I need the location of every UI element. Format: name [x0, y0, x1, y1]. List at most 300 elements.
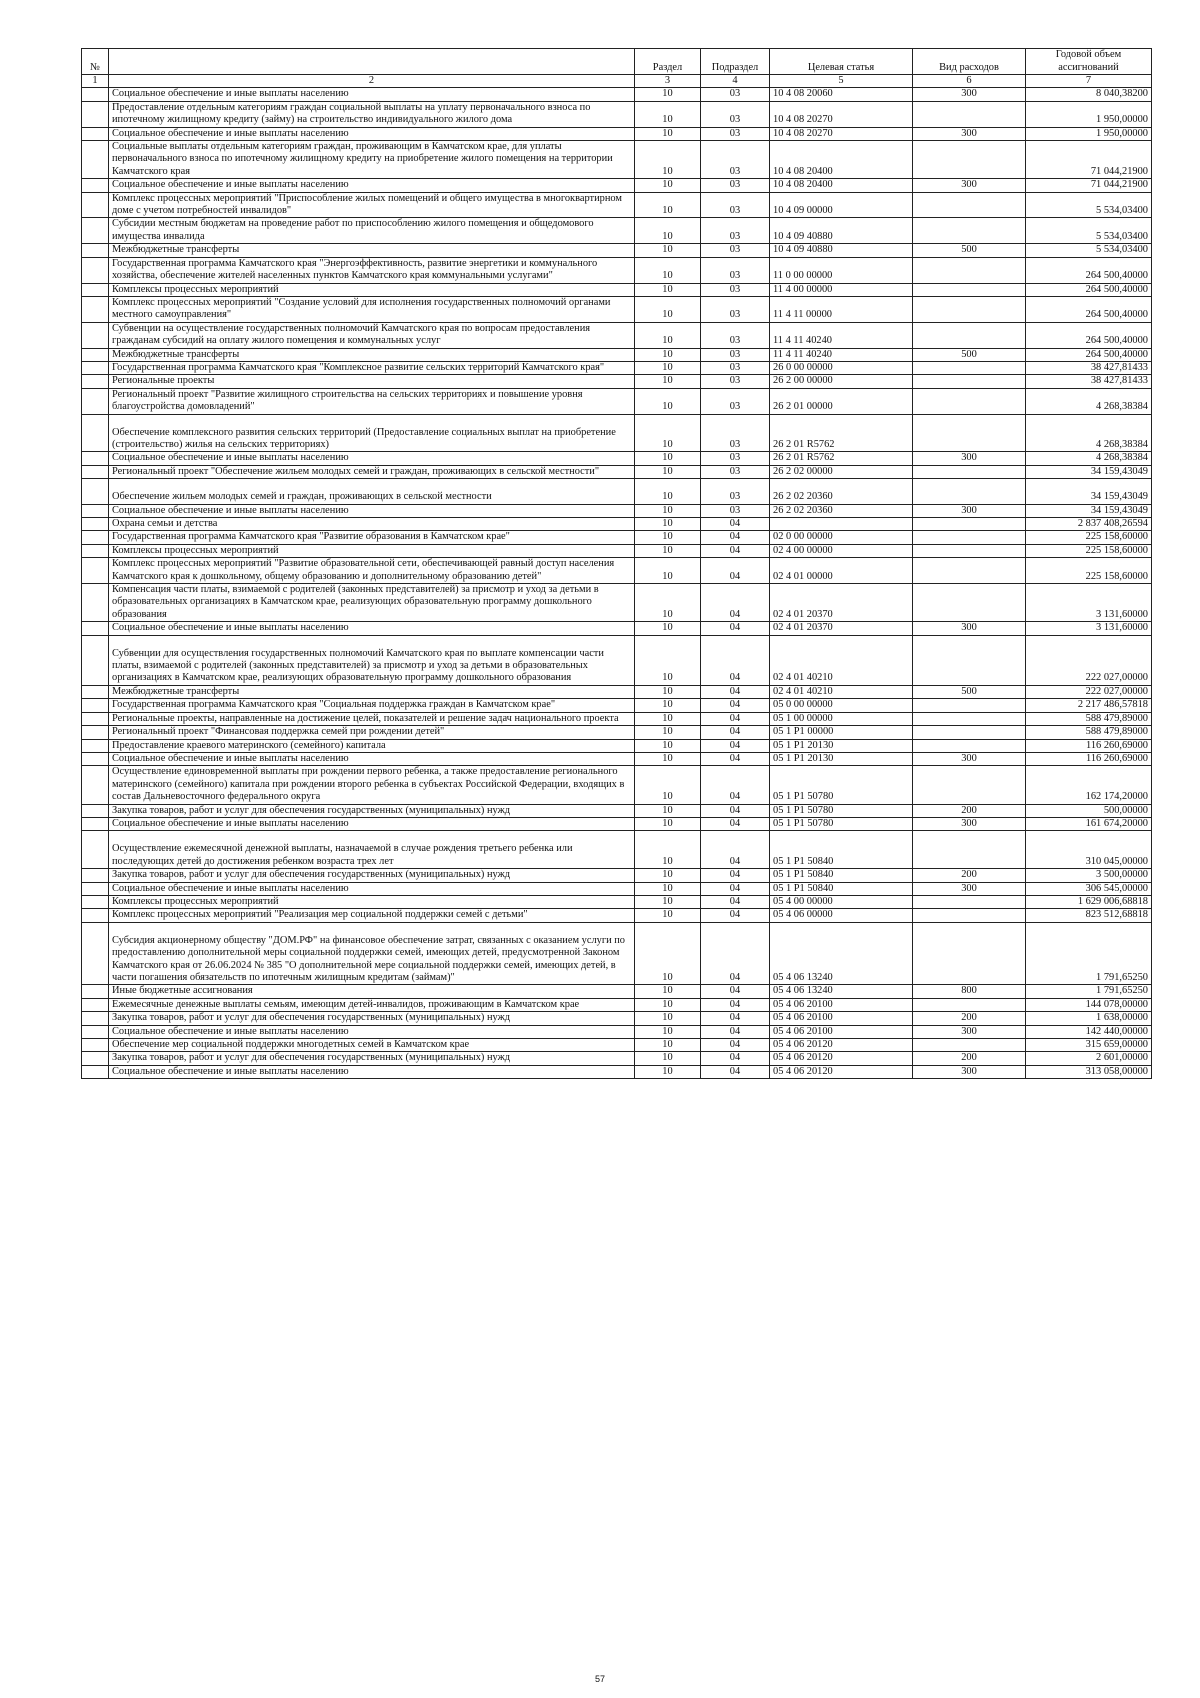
row-name: Охрана семьи и детства: [109, 518, 635, 531]
row-subsection: 03: [701, 296, 770, 322]
row-subsection: 04: [701, 752, 770, 765]
row-subsection: 03: [701, 257, 770, 283]
row-expense-kind: 500: [913, 685, 1026, 698]
row-expense-kind: [913, 544, 1026, 557]
row-expense-kind: 300: [913, 1065, 1026, 1078]
row-expense-kind: [913, 895, 1026, 908]
row-subsection: 03: [701, 348, 770, 361]
row-name: Осуществление ежемесячной денежной выплаты, назначаемой в случае рождения третьего ребенка или последующих детей до достижения ребенком возраста трех лет: [109, 831, 635, 869]
row-amount: 2 837 408,26594: [1026, 518, 1152, 531]
row-section: 10: [635, 101, 701, 127]
row-number: [82, 726, 109, 739]
row-number: [82, 1065, 109, 1078]
row-name: Комплекс процессных мероприятий "Создание условий для исполнения государственных полномочий органами местного самоуправления": [109, 296, 635, 322]
row-name: Межбюджетные трансферты: [109, 244, 635, 257]
row-subsection: 04: [701, 544, 770, 557]
row-target-article: 11 4 11 40240: [770, 348, 913, 361]
table-row: [82, 685, 1152, 698]
row-number: [82, 101, 109, 127]
row-number: [82, 257, 109, 283]
row-target-article: 05 1 P1 50840: [770, 882, 913, 895]
row-name: Комплексы процессных мероприятий: [109, 895, 635, 908]
row-expense-kind: [913, 257, 1026, 283]
row-expense-kind: 200: [913, 804, 1026, 817]
row-name: Комплекс процессных мероприятий "Приспособление жилых помещений и общего имущества в многоквартирном доме с учетом потребностей инвалидов": [109, 192, 635, 218]
row-amount: 3 131,60000: [1026, 622, 1152, 635]
row-amount: 1 950,00000: [1026, 101, 1152, 127]
row-subsection: 04: [701, 922, 770, 985]
budget-table: [81, 48, 1152, 1079]
row-expense-kind: [913, 322, 1026, 348]
row-section: 10: [635, 804, 701, 817]
row-expense-kind: [913, 909, 1026, 922]
row-section: 10: [635, 479, 701, 504]
row-number: [82, 622, 109, 635]
row-expense-kind: [913, 726, 1026, 739]
row-target-article: 11 0 00 00000: [770, 257, 913, 283]
row-name: Государственная программа Камчатского края "Социальная поддержка граждан в Камчатском крае": [109, 699, 635, 712]
row-section: 10: [635, 218, 701, 244]
row-amount: 116 260,69000: [1026, 739, 1152, 752]
row-section: 10: [635, 322, 701, 348]
row-expense-kind: [913, 141, 1026, 179]
row-name: Субвенции для осуществления государственных полномочий Камчатского края по выплате компенсации части платы, взимаемой с родителей (законных представителей) за присмотр и уход за детьми в образовательных организациях в Камчатском крае, реализующих образовательную программу дошкольного образования: [109, 635, 635, 685]
row-number: [82, 895, 109, 908]
row-number: [82, 766, 109, 804]
table-row: [82, 348, 1152, 361]
row-expense-kind: 300: [913, 882, 1026, 895]
row-amount: 823 512,68818: [1026, 909, 1152, 922]
row-number: [82, 192, 109, 218]
column-number: 5: [770, 75, 913, 88]
row-expense-kind: 300: [913, 504, 1026, 517]
row-section: 10: [635, 584, 701, 622]
row-subsection: 03: [701, 375, 770, 388]
row-name: Региональные проекты, направленные на достижение целей, показателей и решение задач национального проекта: [109, 712, 635, 725]
header-annual-amount: Годовой объем ассигнований: [1026, 49, 1152, 75]
row-expense-kind: 300: [913, 127, 1026, 140]
row-number: [82, 479, 109, 504]
row-number: [82, 348, 109, 361]
row-amount: 162 174,20000: [1026, 766, 1152, 804]
row-amount: 313 058,00000: [1026, 1065, 1152, 1078]
row-expense-kind: [913, 283, 1026, 296]
row-amount: 310 045,00000: [1026, 831, 1152, 869]
budget-sheet: [81, 48, 1151, 1079]
column-number: 2: [109, 75, 635, 88]
row-target-article: 05 1 00 00000: [770, 712, 913, 725]
table-row: [82, 322, 1152, 348]
row-number: [82, 817, 109, 830]
row-amount: 222 027,00000: [1026, 685, 1152, 698]
row-subsection: 03: [701, 452, 770, 465]
row-amount: 144 078,00000: [1026, 998, 1152, 1011]
row-subsection: 04: [701, 635, 770, 685]
row-number: [82, 452, 109, 465]
table-row: [82, 518, 1152, 531]
row-amount: 1 638,00000: [1026, 1012, 1152, 1025]
row-section: 10: [635, 283, 701, 296]
row-expense-kind: 800: [913, 985, 1026, 998]
row-name: Социальное обеспечение и иные выплаты населению: [109, 88, 635, 101]
table-row: [82, 1052, 1152, 1065]
row-expense-kind: [913, 388, 1026, 414]
row-target-article: 05 4 00 00000: [770, 895, 913, 908]
row-section: 10: [635, 752, 701, 765]
row-section: 10: [635, 518, 701, 531]
row-section: 10: [635, 414, 701, 452]
row-section: 10: [635, 296, 701, 322]
row-target-article: 05 1 P1 20130: [770, 752, 913, 765]
row-number: [82, 544, 109, 557]
row-section: 10: [635, 504, 701, 517]
row-number: [82, 504, 109, 517]
row-amount: 34 159,43049: [1026, 504, 1152, 517]
row-amount: 71 044,21900: [1026, 141, 1152, 179]
row-subsection: 03: [701, 127, 770, 140]
row-expense-kind: [913, 831, 1026, 869]
row-target-article: 05 1 P1 20130: [770, 739, 913, 752]
row-section: 10: [635, 766, 701, 804]
row-name: Закупка товаров, работ и услуг для обеспечения государственных (муниципальных) нужд: [109, 804, 635, 817]
row-amount: 588 479,89000: [1026, 712, 1152, 725]
row-target-article: [770, 518, 913, 531]
row-target-article: 26 2 02 20360: [770, 504, 913, 517]
row-section: 10: [635, 1012, 701, 1025]
row-number: [82, 127, 109, 140]
table-row: [82, 869, 1152, 882]
row-name: Осуществление единовременной выплаты при рождении первого ребенка, а также предоставление регионального материнского (семейного) капитала при рождении второго ребенка в субъектах Российской Федерации, входящих в состав Дальневосточного федерального округа: [109, 766, 635, 804]
table-row: [82, 712, 1152, 725]
row-amount: 161 674,20000: [1026, 817, 1152, 830]
header-subsection: Подраздел: [701, 49, 770, 75]
row-subsection: 03: [701, 101, 770, 127]
table-row: [82, 257, 1152, 283]
row-expense-kind: 300: [913, 622, 1026, 635]
row-number: [82, 739, 109, 752]
row-number: [82, 518, 109, 531]
table-row: [82, 452, 1152, 465]
row-number: [82, 465, 109, 478]
row-section: 10: [635, 179, 701, 192]
header-target-article: Целевая статья: [770, 49, 913, 75]
row-expense-kind: [913, 739, 1026, 752]
row-name: Социальное обеспечение и иные выплаты населению: [109, 1025, 635, 1038]
row-expense-kind: [913, 558, 1026, 584]
row-amount: 3 131,60000: [1026, 584, 1152, 622]
row-section: 10: [635, 817, 701, 830]
row-subsection: 04: [701, 531, 770, 544]
row-expense-kind: [913, 375, 1026, 388]
table-row: [82, 375, 1152, 388]
row-number: [82, 1039, 109, 1052]
row-target-article: 26 2 02 20360: [770, 479, 913, 504]
table-row: [82, 804, 1152, 817]
table-row: [82, 504, 1152, 517]
row-number: [82, 699, 109, 712]
row-target-article: 05 1 P1 50780: [770, 766, 913, 804]
row-name: Региональный проект "Развитие жилищного строительства на сельских территориях и повышение уровня благоустройства домовладений": [109, 388, 635, 414]
row-subsection: 04: [701, 895, 770, 908]
row-subsection: 04: [701, 699, 770, 712]
row-amount: 500,00000: [1026, 804, 1152, 817]
row-name: Социальное обеспечение и иные выплаты населению: [109, 817, 635, 830]
table-row: [82, 699, 1152, 712]
row-name: Комплексы процессных мероприятий: [109, 544, 635, 557]
table-row: [82, 1039, 1152, 1052]
row-subsection: 04: [701, 712, 770, 725]
table-row: [82, 414, 1152, 452]
row-subsection: 03: [701, 141, 770, 179]
page-number: 57: [594, 1674, 605, 1684]
row-number: [82, 998, 109, 1011]
row-number: [82, 531, 109, 544]
row-number: [82, 869, 109, 882]
row-subsection: 04: [701, 1012, 770, 1025]
row-number: [82, 283, 109, 296]
row-target-article: 10 4 09 00000: [770, 192, 913, 218]
row-expense-kind: [913, 518, 1026, 531]
row-amount: 588 479,89000: [1026, 726, 1152, 739]
row-name: Комплекс процессных мероприятий "Реализация мер социальной поддержки семей с детьми": [109, 909, 635, 922]
row-number: [82, 712, 109, 725]
row-name: Государственная программа Камчатского края "Комплексное развитие сельских территорий Камчатского края": [109, 361, 635, 374]
row-expense-kind: [913, 766, 1026, 804]
row-target-article: 05 4 06 20100: [770, 1012, 913, 1025]
row-number: [82, 804, 109, 817]
row-name: Предоставление отдельным категориям граждан социальной выплаты на уплату первоначального взноса по ипотечному жилищному кредиту (займу) на строительство индивидуального жилого дома: [109, 101, 635, 127]
row-name: Предоставление краевого материнского (семейного) капитала: [109, 739, 635, 752]
row-name: Обеспечение мер социальной поддержки многодетных семей в Камчатском крае: [109, 1039, 635, 1052]
row-amount: 315 659,00000: [1026, 1039, 1152, 1052]
row-subsection: 03: [701, 479, 770, 504]
row-name: Закупка товаров, работ и услуг для обеспечения государственных (муниципальных) нужд: [109, 869, 635, 882]
row-amount: 225 158,60000: [1026, 531, 1152, 544]
table-row: [82, 831, 1152, 869]
row-section: 10: [635, 739, 701, 752]
row-name: Региональный проект "Финансовая поддержка семей при рождении детей": [109, 726, 635, 739]
row-name: Субвенции на осуществление государственных полномочий Камчатского края по вопросам предоставления гражданам субсидий на оплату жилого помещения и коммунальных услуг: [109, 322, 635, 348]
row-target-article: 05 4 06 13240: [770, 985, 913, 998]
row-target-article: 05 4 06 20100: [770, 1025, 913, 1038]
row-expense-kind: [913, 699, 1026, 712]
table-row: [82, 882, 1152, 895]
row-amount: 1 629 006,68818: [1026, 895, 1152, 908]
table-row: [82, 531, 1152, 544]
row-expense-kind: [913, 998, 1026, 1011]
row-target-article: 02 4 01 00000: [770, 558, 913, 584]
table-row: [82, 998, 1152, 1011]
row-number: [82, 584, 109, 622]
row-amount: 4 268,38384: [1026, 452, 1152, 465]
row-target-article: 02 4 00 00000: [770, 544, 913, 557]
row-expense-kind: [913, 414, 1026, 452]
row-section: 10: [635, 909, 701, 922]
row-amount: 264 500,40000: [1026, 283, 1152, 296]
row-subsection: 03: [701, 244, 770, 257]
table-row: [82, 296, 1152, 322]
row-target-article: 05 1 P1 00000: [770, 726, 913, 739]
row-section: 10: [635, 544, 701, 557]
row-number: [82, 388, 109, 414]
header-expense-kind: Вид расходов: [913, 49, 1026, 75]
row-target-article: 05 1 P1 50780: [770, 804, 913, 817]
row-section: 10: [635, 635, 701, 685]
row-amount: 306 545,00000: [1026, 882, 1152, 895]
table-row: [82, 1012, 1152, 1025]
row-number: [82, 218, 109, 244]
row-section: 10: [635, 127, 701, 140]
row-section: 10: [635, 348, 701, 361]
row-expense-kind: [913, 712, 1026, 725]
row-number: [82, 88, 109, 101]
row-subsection: 04: [701, 685, 770, 698]
table-row: [82, 817, 1152, 830]
row-number: [82, 909, 109, 922]
row-amount: 4 268,38384: [1026, 388, 1152, 414]
row-amount: 264 500,40000: [1026, 257, 1152, 283]
row-subsection: 03: [701, 388, 770, 414]
row-expense-kind: 300: [913, 179, 1026, 192]
row-name: Социальное обеспечение и иные выплаты населению: [109, 752, 635, 765]
row-expense-kind: 200: [913, 1052, 1026, 1065]
row-target-article: 05 4 06 20120: [770, 1039, 913, 1052]
row-target-article: 05 4 06 20100: [770, 998, 913, 1011]
row-amount: 38 427,81433: [1026, 375, 1152, 388]
row-section: 10: [635, 998, 701, 1011]
row-target-article: 10 4 09 40880: [770, 244, 913, 257]
row-section: 10: [635, 1065, 701, 1078]
row-target-article: 10 4 09 40880: [770, 218, 913, 244]
row-target-article: 02 4 01 40210: [770, 635, 913, 685]
table-row: [82, 635, 1152, 685]
row-expense-kind: [913, 531, 1026, 544]
row-expense-kind: 500: [913, 244, 1026, 257]
row-name: Закупка товаров, работ и услуг для обеспечения государственных (муниципальных) нужд: [109, 1052, 635, 1065]
row-target-article: 10 4 08 20270: [770, 101, 913, 127]
row-name: Межбюджетные трансферты: [109, 348, 635, 361]
row-number: [82, 635, 109, 685]
row-name: Государственная программа Камчатского края "Развитие образования в Камчатском крае": [109, 531, 635, 544]
row-subsection: 03: [701, 504, 770, 517]
row-subsection: 04: [701, 584, 770, 622]
row-amount: 222 027,00000: [1026, 635, 1152, 685]
row-number: [82, 831, 109, 869]
row-expense-kind: [913, 296, 1026, 322]
row-subsection: 03: [701, 218, 770, 244]
row-subsection: 04: [701, 804, 770, 817]
row-name: Социальное обеспечение и иные выплаты населению: [109, 882, 635, 895]
table-row: [82, 739, 1152, 752]
row-section: 10: [635, 465, 701, 478]
row-name: Социальное обеспечение и иные выплаты населению: [109, 452, 635, 465]
table-row: [82, 985, 1152, 998]
row-number: [82, 922, 109, 985]
row-amount: 264 500,40000: [1026, 296, 1152, 322]
row-subsection: 03: [701, 465, 770, 478]
row-name: Комплексы процессных мероприятий: [109, 283, 635, 296]
row-name: Социальное обеспечение и иные выплаты населению: [109, 179, 635, 192]
header-section: Раздел: [635, 49, 701, 75]
row-section: 10: [635, 388, 701, 414]
row-section: 10: [635, 452, 701, 465]
row-number: [82, 558, 109, 584]
table-row: [82, 1025, 1152, 1038]
row-expense-kind: [913, 192, 1026, 218]
row-subsection: 03: [701, 283, 770, 296]
row-amount: 1 950,00000: [1026, 127, 1152, 140]
row-amount: 264 500,40000: [1026, 322, 1152, 348]
table-row: [82, 388, 1152, 414]
row-number: [82, 1025, 109, 1038]
row-expense-kind: [913, 465, 1026, 478]
row-subsection: 04: [701, 558, 770, 584]
row-number: [82, 375, 109, 388]
header-row: [82, 49, 1152, 75]
row-section: 10: [635, 257, 701, 283]
row-amount: 3 500,00000: [1026, 869, 1152, 882]
row-expense-kind: 300: [913, 1025, 1026, 1038]
row-number: [82, 1052, 109, 1065]
row-section: 10: [635, 192, 701, 218]
row-expense-kind: 300: [913, 817, 1026, 830]
table-row: [82, 558, 1152, 584]
row-section: 10: [635, 895, 701, 908]
row-subsection: 04: [701, 726, 770, 739]
row-number: [82, 685, 109, 698]
row-target-article: 26 2 02 00000: [770, 465, 913, 478]
row-target-article: 05 4 06 20120: [770, 1052, 913, 1065]
table-row: [82, 141, 1152, 179]
row-target-article: 26 2 01 00000: [770, 388, 913, 414]
row-section: 10: [635, 141, 701, 179]
column-number-row: [82, 75, 1152, 88]
row-section: 10: [635, 869, 701, 882]
row-subsection: 04: [701, 817, 770, 830]
row-section: 10: [635, 1025, 701, 1038]
row-name: Социальное обеспечение и иные выплаты населению: [109, 504, 635, 517]
table-row: [82, 895, 1152, 908]
row-subsection: 04: [701, 909, 770, 922]
row-expense-kind: 200: [913, 1012, 1026, 1025]
row-expense-kind: [913, 361, 1026, 374]
row-amount: 264 500,40000: [1026, 348, 1152, 361]
row-subsection: 03: [701, 414, 770, 452]
row-number: [82, 322, 109, 348]
row-section: 10: [635, 558, 701, 584]
row-section: 10: [635, 882, 701, 895]
row-number: [82, 141, 109, 179]
row-subsection: 03: [701, 179, 770, 192]
row-name: Государственная программа Камчатского края "Энергоэффективность, развитие энергетики и коммунального хозяйства, обеспечение жителей населенных пунктов Камчатского края коммунальными услугами": [109, 257, 635, 283]
row-name: Социальное обеспечение и иные выплаты населению: [109, 127, 635, 140]
row-expense-kind: [913, 218, 1026, 244]
column-number: 3: [635, 75, 701, 88]
row-subsection: 04: [701, 518, 770, 531]
table-row: [82, 922, 1152, 985]
row-target-article: 26 2 00 00000: [770, 375, 913, 388]
row-amount: 116 260,69000: [1026, 752, 1152, 765]
row-section: 10: [635, 375, 701, 388]
row-amount: 5 534,03400: [1026, 218, 1152, 244]
row-name: Обеспечение комплексного развития сельских территорий (Предоставление социальных выплат на приобретение (строительство) жилья на сельских территориях): [109, 414, 635, 452]
header-name: [109, 49, 635, 75]
row-expense-kind: [913, 101, 1026, 127]
row-number: [82, 179, 109, 192]
row-expense-kind: [913, 584, 1026, 622]
row-target-article: 02 4 01 40210: [770, 685, 913, 698]
table-row: [82, 752, 1152, 765]
